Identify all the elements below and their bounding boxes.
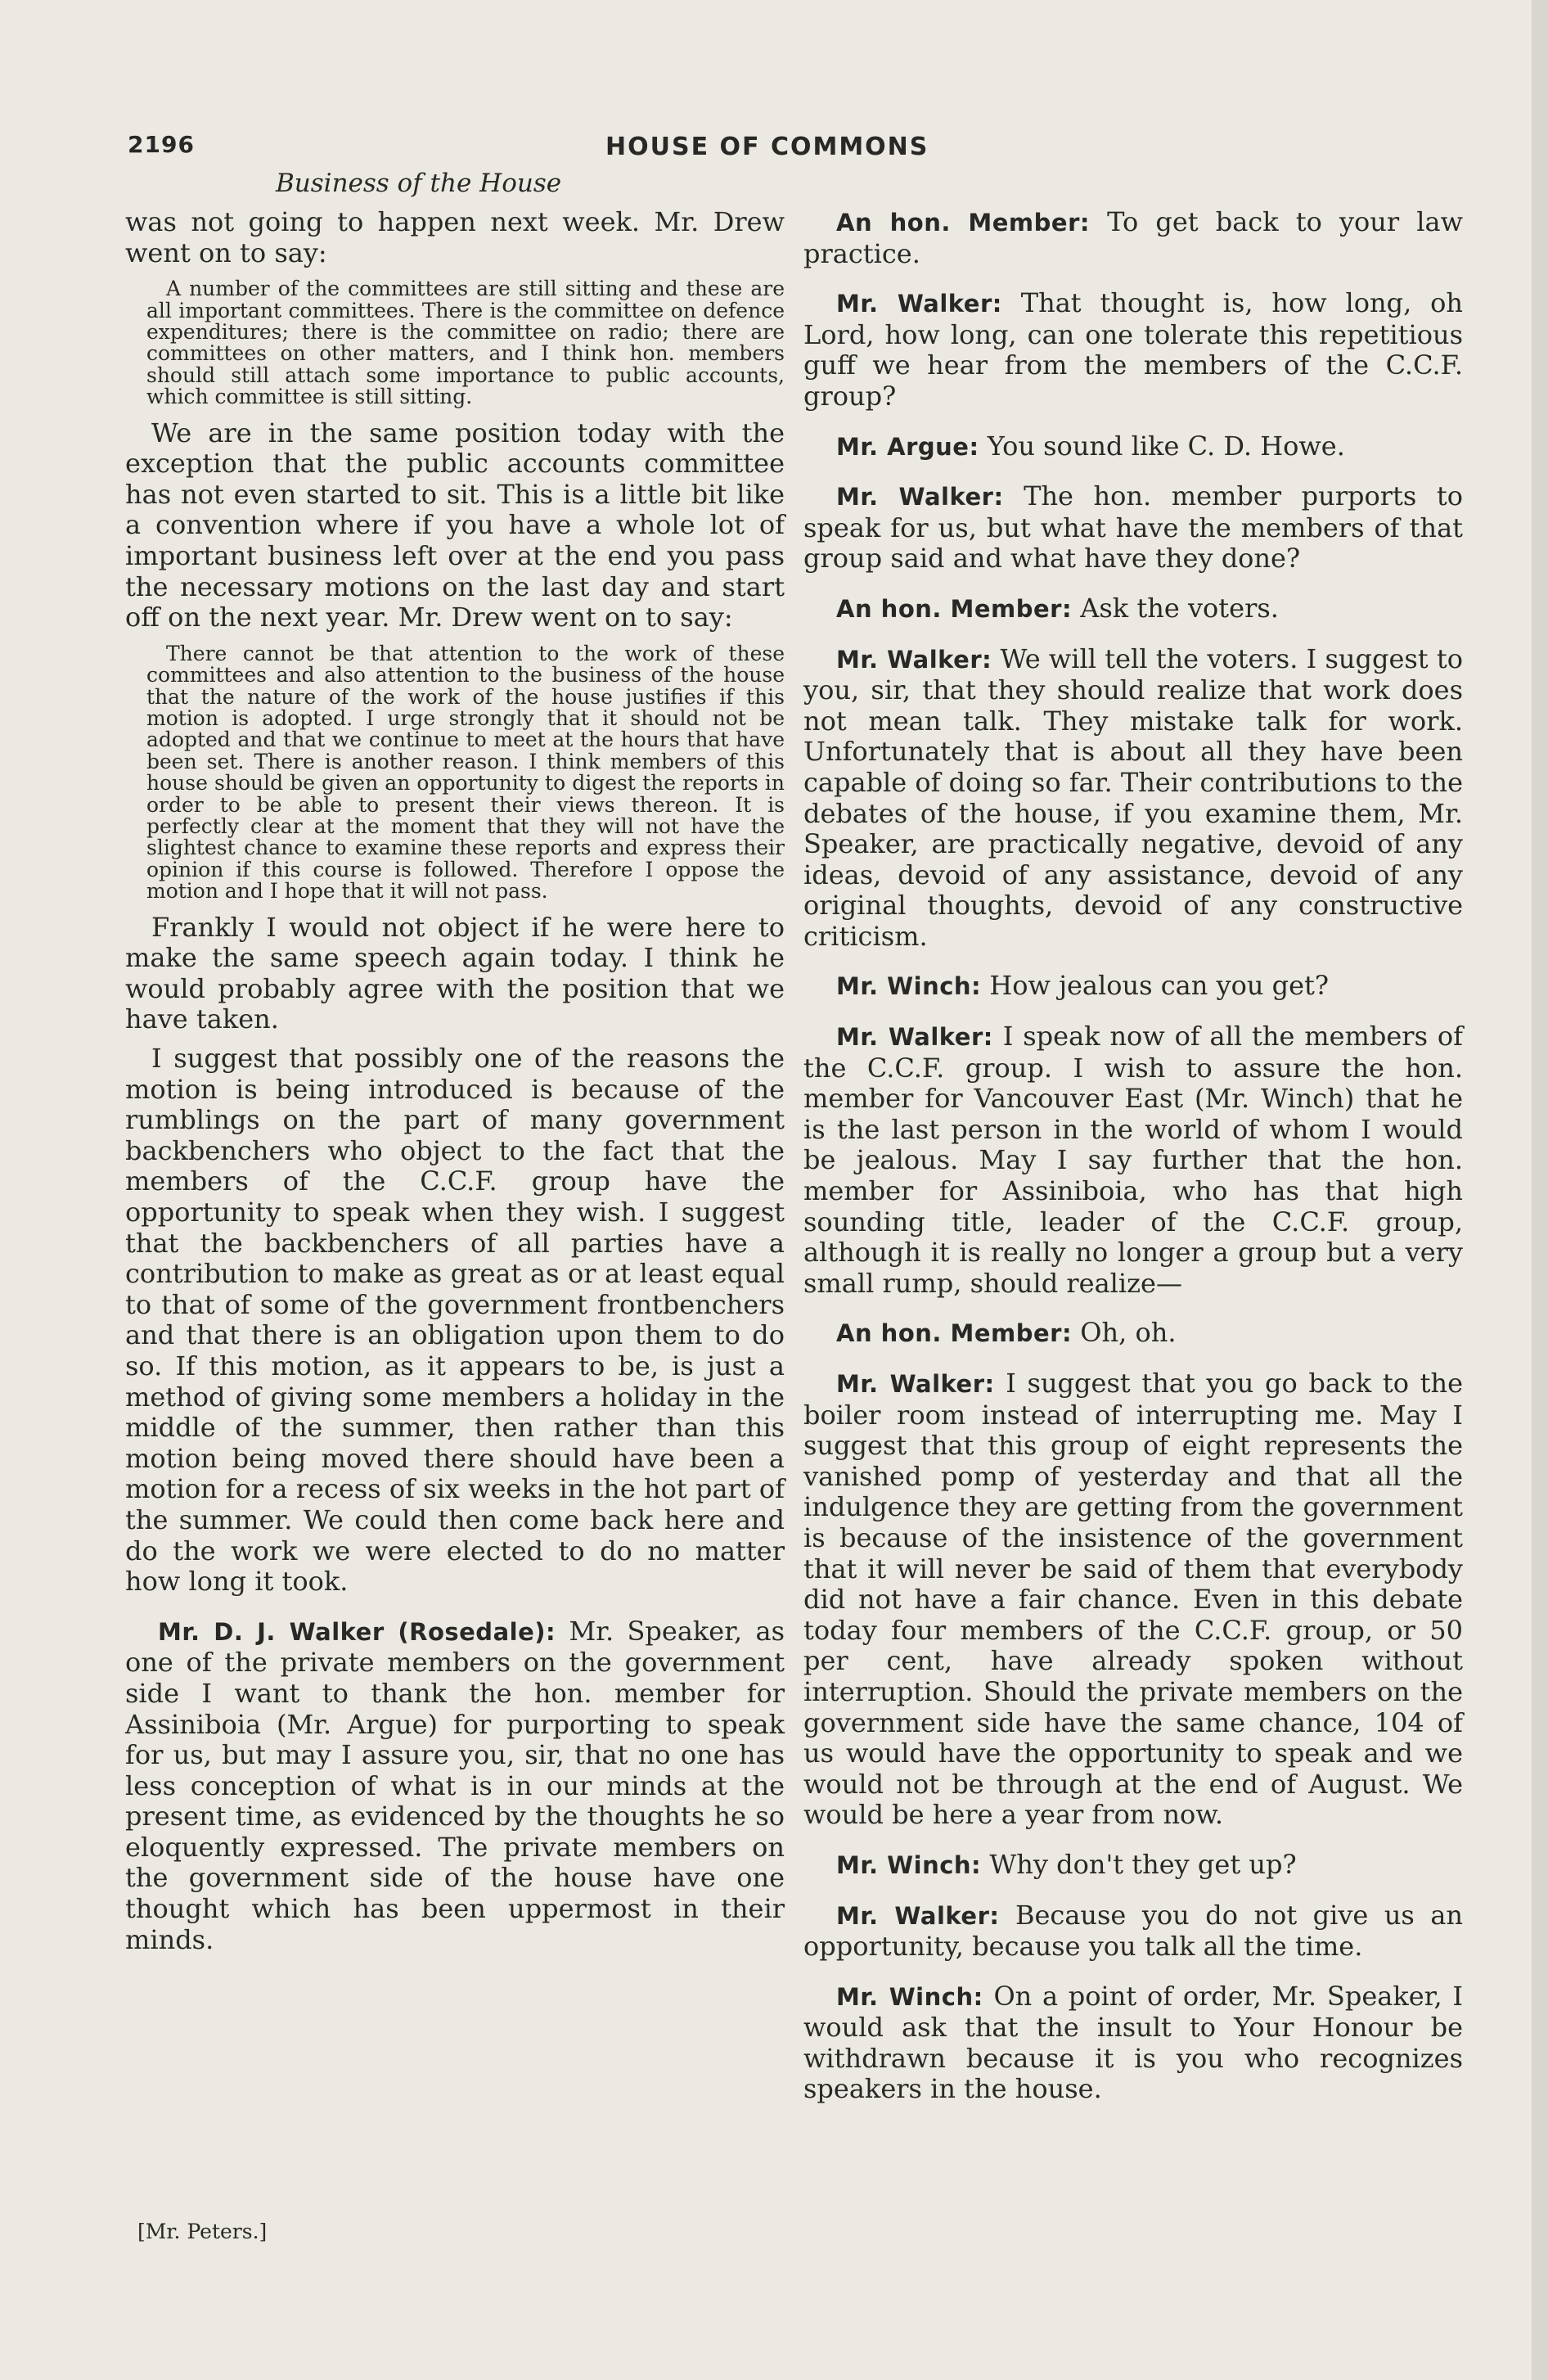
speaker-name: Mr. Walker: <box>836 483 1004 512</box>
speech-text: Mr. Speaker, as one of the private members on the government side I want to thank the hon. member for Assiniboia (Mr. Argue) for purporting to speak for us, but may I assure you, sir, that no one has less conception of what is in our minds at the present time, as evidenced by the thoughts he so eloquently expressed. The private members on the government side of the house have one thought which has been uppermost in their minds. <box>125 1615 785 1955</box>
speech-text: To get back to your law practice. <box>803 206 1464 269</box>
speech-text: I suggest that you go back to the boiler room instead of interrupting me. May I suggest that this group of eight represents the vanished pomp of yesterday and that all the indulgence they are getting from the government is because of the insistence of the government that it will never be said of them that everybody did not have a fair chance. Even in this debate today four members of the C.C.F. group, or 50 per cent, have already spoken without interruption. Should the private members on the government side have the same chance, 104 of us would have the opportunity to speak and we would not be through at the end of August. We would be here a year from now. <box>803 1368 1464 1831</box>
page-number: 2196 <box>128 131 195 158</box>
right-column <box>803 207 1463 2105</box>
speech <box>803 1021 1463 1299</box>
speech-text: Ask the voters. <box>1080 592 1279 624</box>
speech <box>803 431 1463 463</box>
paragraph: I suggest that possibly one of the reasons the motion is being introduced is because of the rumblings on the part of many government backbenchers who object to the fact that the members of the C.C.F. group have the opportunity to speak when they wish. I suggest that the backbenchers of all parties have a contribution to make as great as or at least equal to that of some of the government frontbenchers and that there is an obligation upon them to do so. If this motion, as it appears to be, is just a method of giving some members a holiday in the middle of the summer, then rather than this motion being moved there should have been a motion for a recess of six weeks in the hot part of the summer. We could then come back here and do the work we were elected to do no matter how long it took. <box>125 1043 785 1598</box>
speech <box>803 971 1463 1003</box>
speech <box>125 1616 785 1956</box>
speaker-name: An hon. Member: <box>836 1319 1073 1348</box>
speech <box>803 1368 1463 1831</box>
speech <box>803 1850 1463 1882</box>
paragraph: We are in the same position today with the exception that the public accounts committee has not even started to sit. This is a little bit like a convention where if you have a whole lot of important business left over at the end you pass the necessary motions on the last day and start off on the next year. Mr. Drew went on to say: <box>125 417 785 633</box>
speech <box>803 593 1463 625</box>
speech-text: The hon. member purports to speak for us, but what have the members of that group said and what have they done? <box>803 480 1463 575</box>
page-edge <box>1532 0 1548 2380</box>
speaker-name: Mr. Walker: <box>836 290 1002 318</box>
speech <box>803 644 1463 953</box>
paragraph: was not going to happen next week. Mr. Drew went on to say: <box>125 206 785 268</box>
speech-text: We will tell the voters. I suggest to you, sir, that they should realize that work does not mean talk. They mistake talk for work. Unfortunately that is about all they have been capable of doing so far. Their contributions to the debates of the house, if you examine them, Mr. Speaker, are practically negative, devoid of any ideas, devoid of any assistance, devoid of any original thoughts, devoid of any constructive criticism. <box>803 642 1464 952</box>
speaker-name: Mr. Walker: <box>836 1370 995 1398</box>
section-heading: Business of the House <box>276 169 562 198</box>
speaker-name: Mr. D. J. Walker (Rosedale): <box>158 1617 556 1646</box>
speaker-name: Mr. Winch: <box>836 1850 982 1879</box>
speech-text: I speak now of all the members of the C.C.F. group. I wish to assure the hon. member for Vancouver East (Mr. Winch) that he is the last person in the world of whom I would be jealous. May I say further that the hon. member for Assiniboia, who has that high sounding title, leader of the C.C.F. group, although it is really no longer a group but a very small rump, should realize— <box>803 1021 1463 1299</box>
speech <box>803 288 1463 412</box>
speaker-name: Mr. Winch: <box>836 972 982 1001</box>
block-quote: A number of the committees are still sitting and these are all important committees. There is the committee on defence expenditures; there is the committee on radio; there are committees on other matters, and I think hon. members should still attach some importance to public accounts, which committee is still sitting. <box>146 277 785 409</box>
speech-text: How jealous can you get? <box>989 970 1330 1002</box>
footer-citation: [Mr. Peters.] <box>137 2220 268 2243</box>
speaker-name: An hon. Member: <box>836 209 1090 237</box>
speaker-name: Mr. Argue: <box>836 432 979 461</box>
speech <box>803 481 1463 575</box>
paragraph: Frankly I would not object if he were here to make the same speech again today. I think he would probably agree with the position that we have taken. <box>125 911 785 1035</box>
speech-text: That thought is, how long, oh Lord, how long, can one tolerate this repetitious guff we hear from the members of the C.C.F. group? <box>803 287 1464 412</box>
speaker-name: Mr. Winch: <box>836 1982 983 2011</box>
speech-text: Why don't they get up? <box>989 1848 1297 1880</box>
speaker-name: An hon. Member: <box>836 594 1073 623</box>
speech <box>803 1900 1463 1963</box>
speech-text: On a point of order, Mr. Speaker, I would ask that the insult to Your Honour be withdrawn because it is you who recognizes speakers in the house. <box>803 1980 1464 2105</box>
speech-text: Because you do not give us an opportunity, because you talk all the time. <box>803 1899 1464 1963</box>
block-quote: There cannot be that attention to the work of these committees and also attention to the business of the house that the nature of the work of the house justifies if this motion is adopted. I urge strongly that it should not be adopted and that we continue to meet at the hours that have been set. There is another reason. I think members of this house should be given an opportunity to digest the reports in order to be able to present their views thereon. It is perfectly clear at the moment that they will not have the slightest chance to examine these reports and express their opinion if this course is followed. Therefore I oppose the motion and I hope that it will not pass. <box>146 641 785 904</box>
speech-text: Oh, oh. <box>1080 1317 1177 1349</box>
left-column <box>125 207 785 1955</box>
speech <box>803 1981 1463 2105</box>
speech <box>803 207 1463 269</box>
speaker-name: Mr. Walker: <box>836 1901 1000 1930</box>
speech-text: You sound like C. D. Howe. <box>987 430 1345 462</box>
running-title: HOUSE OF COMMONS <box>605 133 929 161</box>
speaker-name: Mr. Walker: <box>836 1023 993 1052</box>
page-header <box>98 131 1456 172</box>
speech <box>803 1318 1463 1350</box>
speaker-name: Mr. Walker: <box>836 645 992 674</box>
